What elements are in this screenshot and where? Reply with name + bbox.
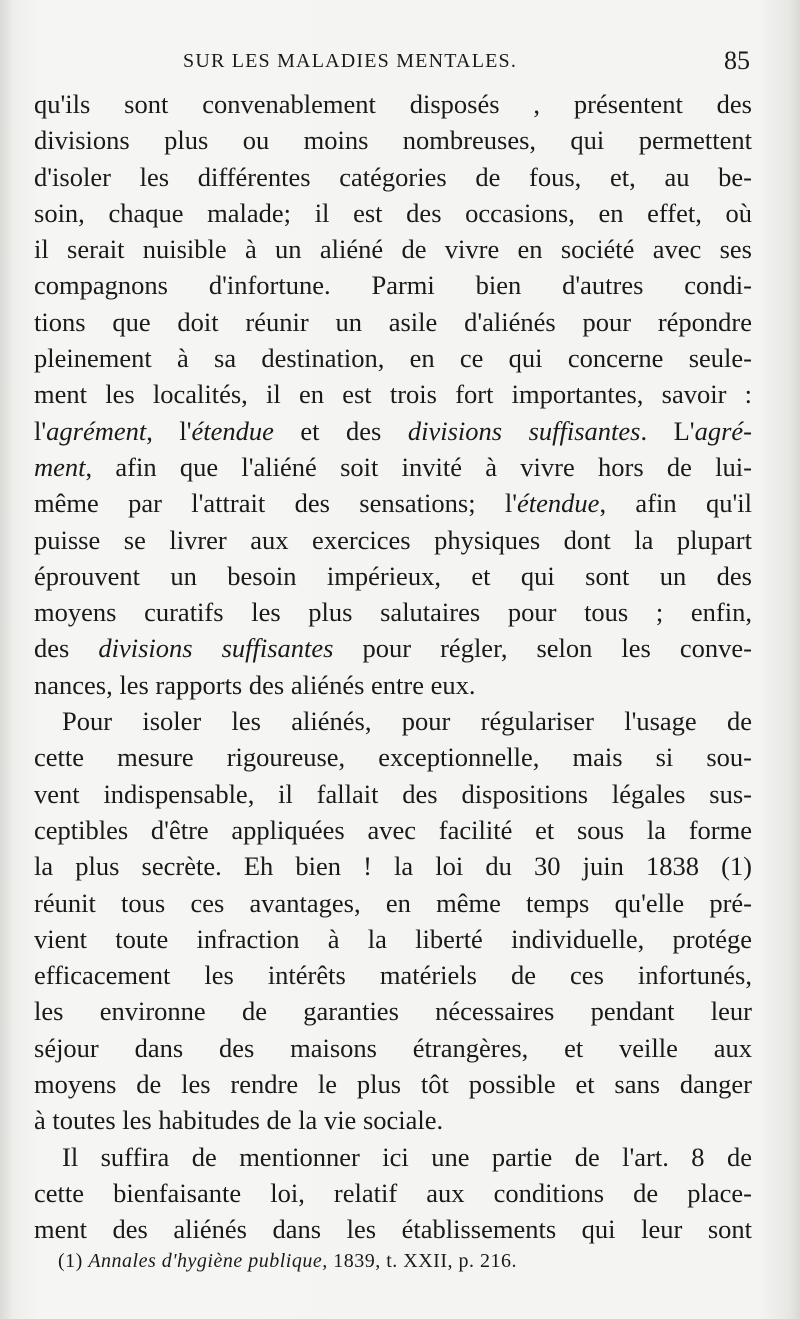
body-text [34,86,752,1248]
italic-text: ment [34,451,86,482]
text-line [34,1030,752,1066]
text-segment: pleinement à sa destination, en ce qui concerne seule- [34,343,752,374]
text-line [34,122,752,158]
text-segment: divisions plus ou moins nombreuses, qui permettent [34,125,752,156]
text-segment: réunit tous ces avantages, en même temps qu'elle pré- [34,887,752,918]
page-number: 85 [724,46,750,75]
italic-text: étendue [517,488,600,519]
text-line [34,304,752,340]
text-line [34,340,752,376]
text-segment: , afin qu'il [599,488,752,519]
text-line [34,231,752,267]
text-line [34,376,752,412]
text-line [34,776,752,812]
footnote-marker: (1) [58,1250,89,1272]
italic-text: agrément [46,415,147,446]
text-segment: puisse se livrer aux exercices physiques dont la plupart [34,524,752,555]
text-segment: d'isoler les différentes catégories de fous, et, au be- [34,161,752,192]
text-segment: pour régler, selon les conve- [333,633,752,664]
text-segment: ment des aliénés dans les établissements qui leur sont [34,1214,752,1245]
text-line [34,195,752,231]
text-line [34,159,752,195]
text-segment: Pour isoler les aliénés, pour régulariser l'usage de [62,706,752,737]
text-line [34,1175,752,1211]
footnote-journal: Annales d'hygiène publique, [88,1250,328,1272]
text-segment: tions que doit réunir un asile d'aliénés pour répondre [34,306,752,337]
text-segment: , afin que l'aliéné soit invité à vivre hors de lui- [85,451,752,482]
text-line [34,1211,752,1247]
text-line [34,449,752,485]
text-line [34,812,752,848]
text-line [34,957,752,993]
italic-text: étendue [191,415,274,446]
text-segment: il serait nuisible à un aliéné de vivre en société avec ses [34,234,752,265]
text-segment: nances, les rapports des aliénés entre eux. [34,669,476,700]
italic-text: divisions suffisantes [98,633,334,664]
text-segment: Il suffira de mentionner ici une partie de l'art. 8 de [62,1141,752,1172]
text-line [34,558,752,594]
text-segment: même par l'attrait des sensations; l' [34,488,518,519]
text-line [34,667,752,703]
text-line [34,594,752,630]
text-segment: vent indispensable, il fallait des dispositions légales sus- [34,778,752,809]
running-title: SUR LES MALADIES MENTALES. [183,50,518,72]
text-line [34,993,752,1029]
text-segment: à toutes les habitudes de la vie sociale. [34,1105,444,1136]
text-line [34,267,752,303]
text-segment: ceptibles d'être appliquées avec facilité et sous la forme [34,814,752,845]
text-line [34,413,752,449]
text-line [34,885,752,921]
text-line [34,921,752,957]
text-segment: soin, chaque malade; il est des occasions, en effet, où [34,197,752,228]
text-line [34,86,752,122]
text-line [34,522,752,558]
text-segment: et des [273,415,408,446]
text-segment: la plus secrète. Eh bien ! la loi du 30 juin 1838 (1) [34,851,752,882]
italic-text: agré- [694,415,752,446]
text-segment: ment les localités, il en est trois fort importantes, savoir : [34,379,752,410]
text-line [34,1139,752,1175]
text-segment: les environne de garanties nécessaires pendant leur [34,996,752,1027]
italic-text: divisions suffisantes [407,415,641,446]
footnote [58,1250,517,1273]
text-line [34,1102,752,1138]
text-segment: des [34,633,99,664]
text-segment: cette bienfaisante loi, relatif aux conditions de place- [34,1177,752,1208]
text-segment: efficacement les intérêts matériels de ces infortunés, [34,960,752,991]
text-segment: cette mesure rigoureuse, exceptionnelle, mais si sou- [34,742,752,773]
text-line [34,848,752,884]
text-segment: séjour dans des maisons étrangères, et veille aux [34,1032,752,1063]
text-line [34,630,752,666]
text-segment: moyens de les rendre le plus tôt possible et sans danger [34,1069,752,1100]
page-header [0,46,800,76]
text-segment: moyens curatifs les plus salutaires pour tous ; enfin, [34,597,752,628]
text-line [34,1066,752,1102]
text-segment: . L' [640,415,695,446]
text-segment: l' [34,415,47,446]
text-line [34,739,752,775]
text-segment: , l' [146,415,192,446]
text-line [34,703,752,739]
text-line [34,485,752,521]
text-segment: qu'ils sont convenablement disposés , présentent des [34,89,752,119]
text-segment: éprouvent un besoin impérieux, et qui sont un des [34,560,752,591]
text-segment: compagnons d'infortune. Parmi bien d'autres condi- [34,270,752,301]
footnote-details: 1839, t. XXII, p. 216. [327,1250,517,1272]
text-segment: vient toute infraction à la liberté individuelle, protége [34,923,752,954]
